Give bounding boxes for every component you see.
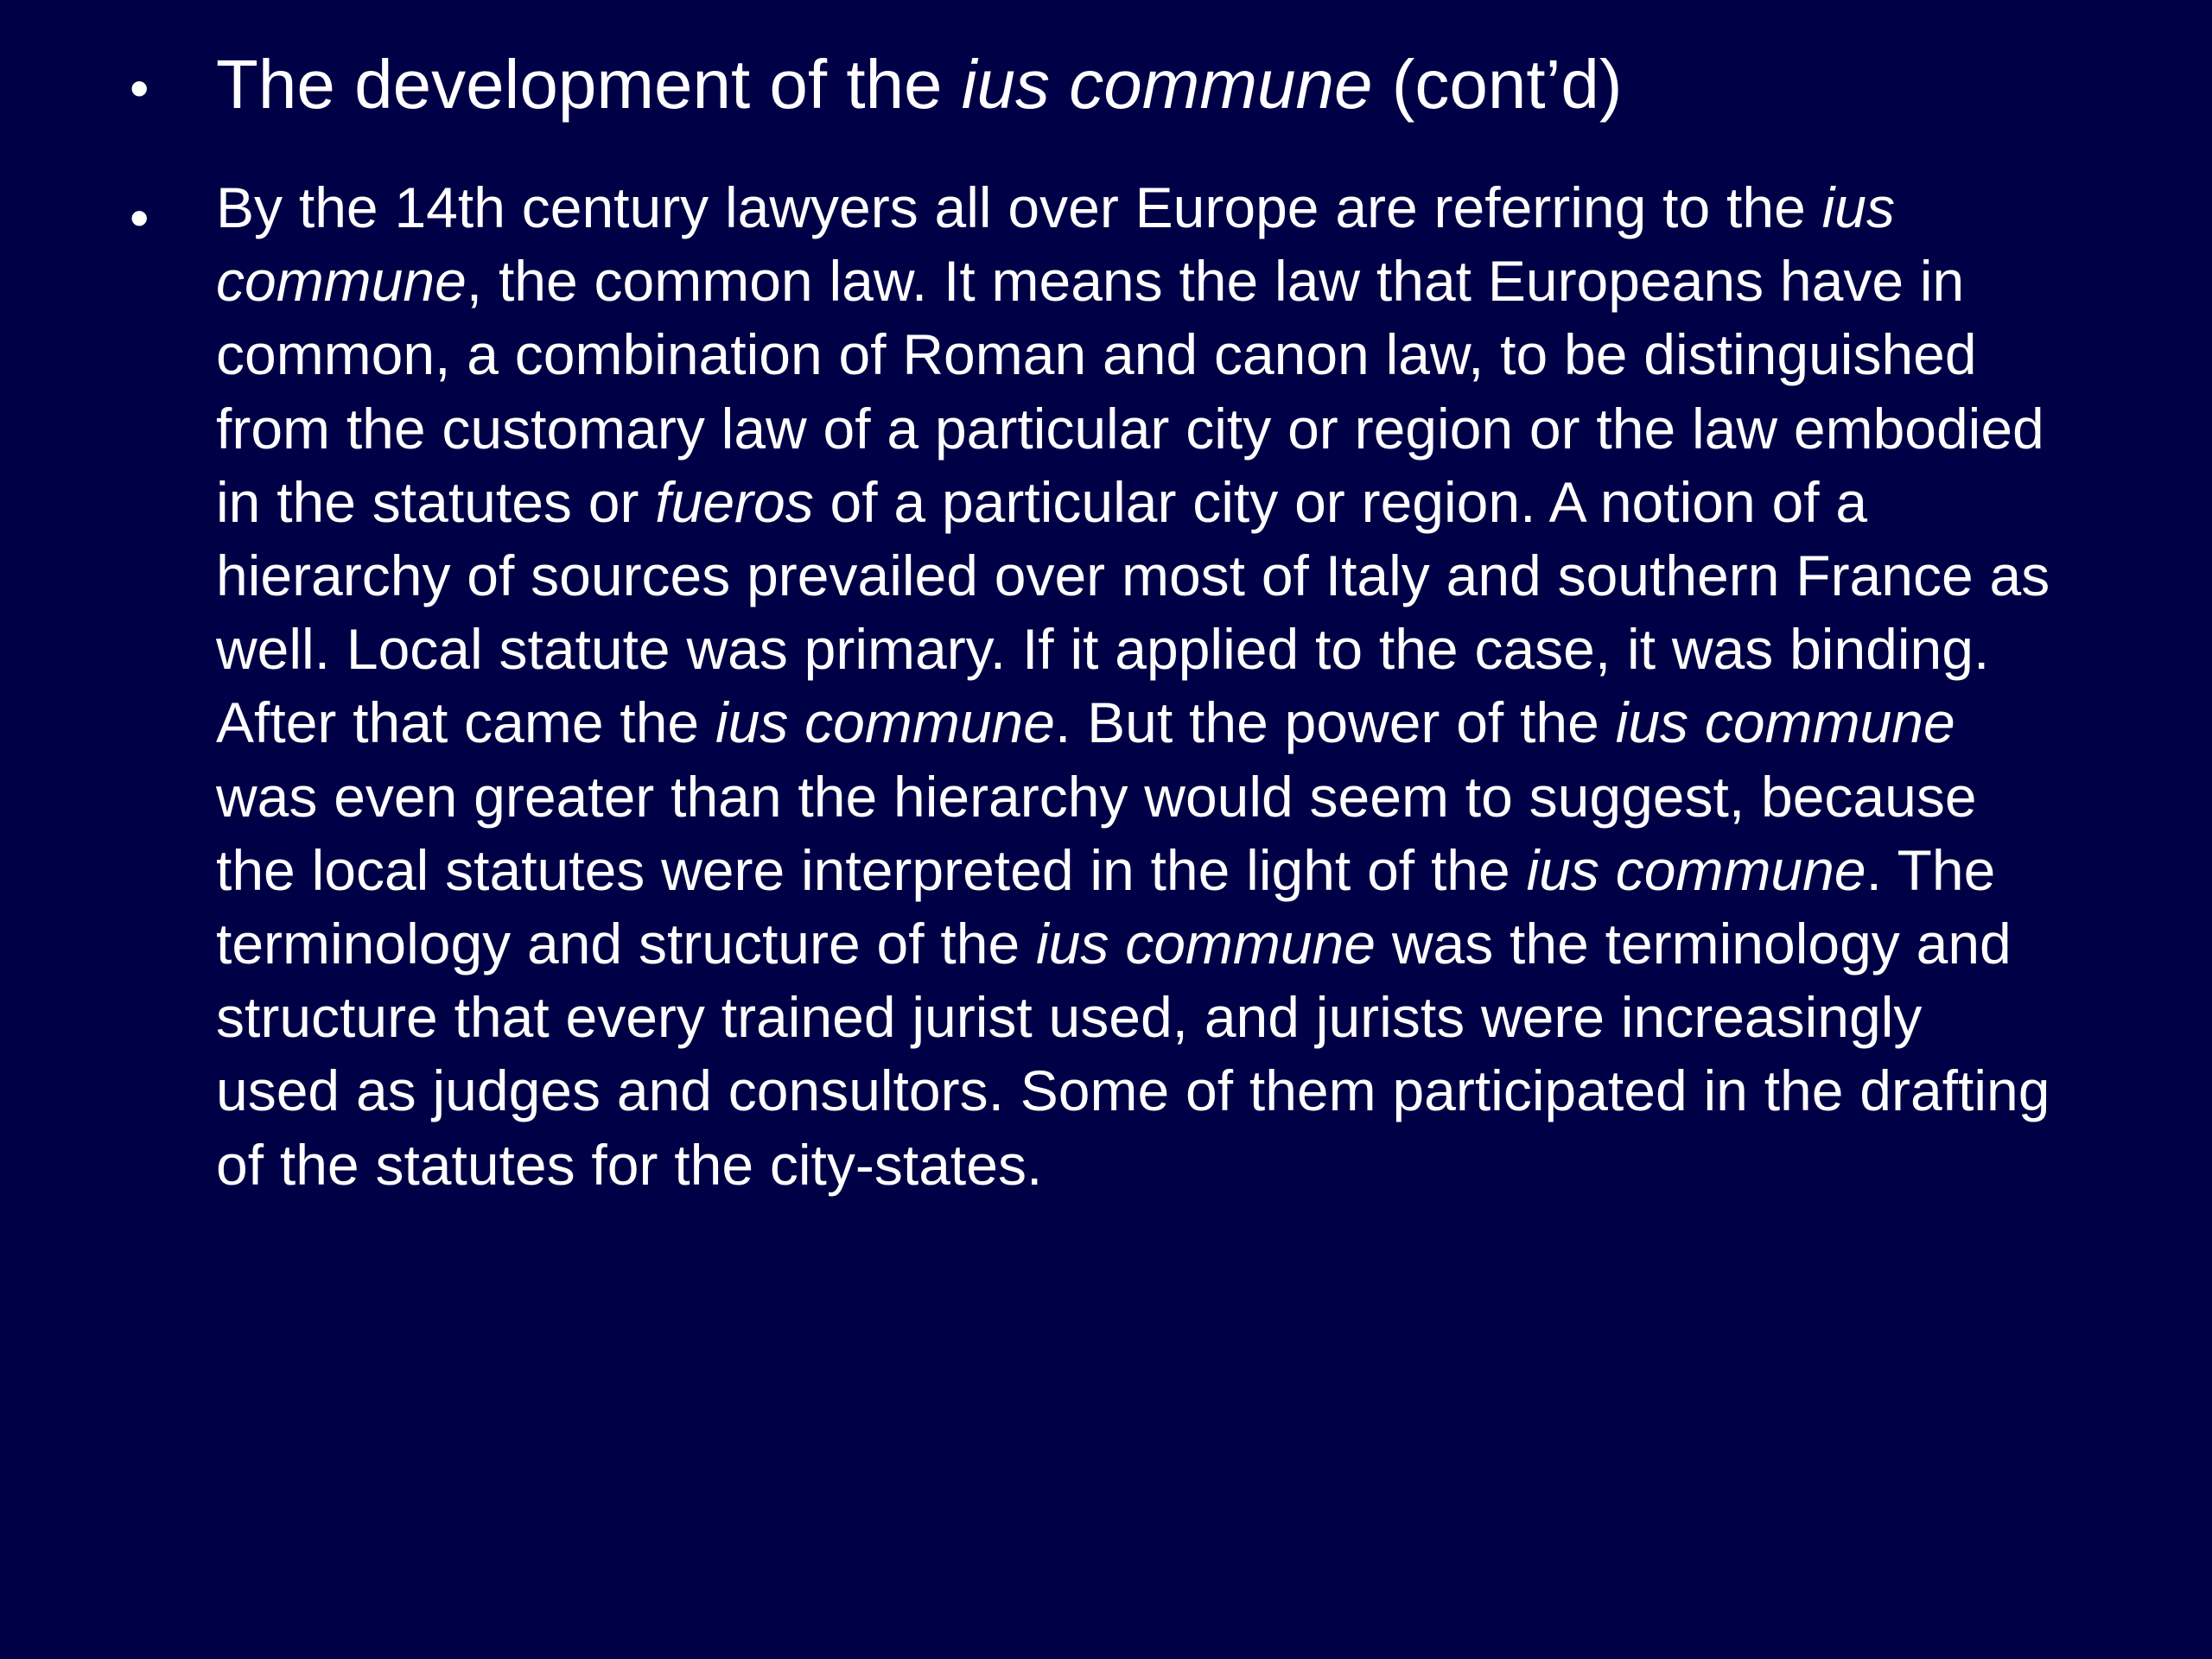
body-line bbox=[216, 392, 2195, 466]
body-italic-term: ius commune bbox=[1036, 912, 1376, 976]
body-line bbox=[216, 318, 2195, 391]
body-text-run: well. Local statute was primary. If it applied to the case, it was binding. bbox=[216, 617, 1990, 682]
body-line bbox=[216, 834, 2195, 907]
body-line bbox=[216, 466, 2195, 539]
bullet-dot: • bbox=[130, 57, 149, 119]
slide-title bbox=[216, 41, 1623, 128]
body-line bbox=[216, 907, 2195, 981]
body-text-run: of the statutes for the city-states. bbox=[216, 1132, 1043, 1197]
body-italic-term: ius bbox=[1821, 175, 1895, 239]
body-text-run: from the customary law of a particular city or region or the law embodied bbox=[216, 396, 2044, 461]
title-prefix: The development of the bbox=[216, 46, 962, 123]
body-line bbox=[216, 760, 2195, 834]
body-line bbox=[216, 245, 2195, 318]
body-italic-term: fueros bbox=[655, 469, 814, 534]
body-italic-term: ius commune bbox=[1615, 690, 1955, 755]
body-line bbox=[216, 1054, 2195, 1128]
body-text-run: structure that every trained jurist used, and jurists were increasingly bbox=[216, 985, 1923, 1050]
body-text-run: was the terminology and bbox=[1376, 912, 2012, 976]
body-text-run: By the 14th century lawyers all over Europe are referring to the bbox=[216, 175, 1822, 239]
body-text-run: , the common law. It means the law that Europeans have in bbox=[466, 249, 1965, 314]
body-italic-term: ius commune bbox=[1526, 837, 1866, 902]
title-suffix: (cont’d) bbox=[1372, 46, 1623, 123]
body-line bbox=[216, 171, 2195, 245]
body-paragraph bbox=[216, 171, 2195, 1202]
body-text-run: . The bbox=[1866, 837, 1996, 902]
body-italic-term: ius commune bbox=[715, 690, 1055, 755]
bullet-dot: • bbox=[130, 187, 149, 249]
body-line bbox=[216, 613, 2195, 686]
body-italic-term: commune bbox=[216, 249, 467, 314]
body-text-run: in the statutes or bbox=[216, 469, 656, 534]
title-italic: ius commune bbox=[961, 46, 1373, 123]
body-text-run: hierarchy of sources prevailed over most of Italy and southern France as bbox=[216, 543, 2050, 608]
body-text-run: . But the power of the bbox=[1054, 690, 1616, 755]
body-line bbox=[216, 981, 2195, 1054]
body-text-run: used as judges and consultors. Some of them participated in the drafting bbox=[216, 1058, 2050, 1123]
body-line bbox=[216, 1128, 2195, 1202]
body-text-run: After that came the bbox=[216, 690, 715, 755]
body-text-run: the local statutes were interpreted in the light of the bbox=[216, 837, 1527, 902]
body-text-run: of a particular city or region. A notion of a bbox=[813, 469, 1868, 534]
body-text-run: terminology and structure of the bbox=[216, 912, 1036, 976]
body-text-run: was even greater than the hierarchy would seem to suggest, because bbox=[216, 764, 1977, 829]
body-line bbox=[216, 686, 2195, 760]
body-text-run: common, a combination of Roman and canon law, to be distinguished bbox=[216, 322, 1977, 387]
body-line bbox=[216, 539, 2195, 613]
